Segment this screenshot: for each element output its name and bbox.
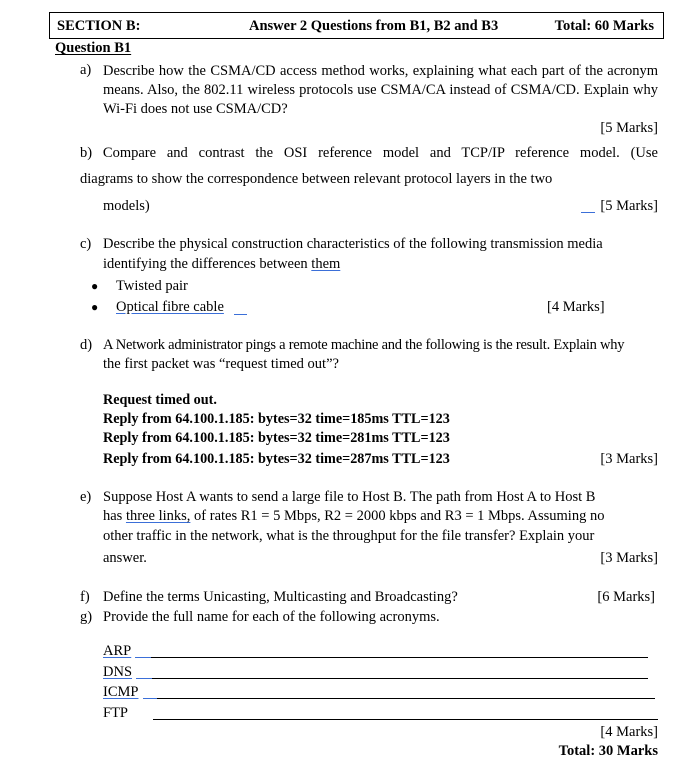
question-c-line2-link: them [311, 256, 341, 272]
ping-output-line-4: Reply from 64.100.1.185: bytes=32 time=287ms TTL=123 [103, 451, 450, 467]
question-c-label: c) [80, 236, 92, 252]
question-c-bullet-2-underline [234, 314, 247, 315]
question-g-label: g) [80, 609, 93, 625]
question-e-label: e) [80, 489, 92, 505]
question-b-marks-underline [581, 212, 595, 213]
ping-output-line-2: Reply from 64.100.1.185: bytes=32 time=185ms TTL=123 [103, 411, 450, 427]
section-total: Total: 60 Marks [554, 18, 654, 34]
question-d-label: d) [80, 337, 93, 353]
question-b-line1: b) Compare and contrast the OSI reference model and TCP/IP reference model. (Use [80, 145, 658, 161]
question-d-line2: the first packet was “request timed out”? [103, 356, 339, 372]
acronym-dns-blue-underline [136, 678, 152, 679]
question-b-line3: models) [103, 198, 150, 214]
question-c-bullet-2: Optical fibre cable [116, 299, 224, 315]
question-b-marks: [5 Marks] [600, 198, 658, 214]
acronym-arp-blue-underline [135, 657, 151, 658]
question-c-bullet-1: Twisted pair [116, 278, 188, 294]
question-f-label: f) [80, 589, 90, 605]
question-g-text: Provide the full name for each of the following acronyms. [103, 609, 440, 625]
acronym-icmp: ICMP [103, 684, 139, 700]
question-g-marks: [4 Marks] [600, 724, 658, 740]
section-header [49, 12, 664, 39]
question-c-line1: Describe the physical construction characteristics of the following transmission media [103, 236, 603, 252]
question-e-line4: answer. [103, 550, 147, 566]
question-f-text: Define the terms Unicasting, Multicasting and Broadcasting? [103, 589, 458, 605]
question-e-line2-a: has [103, 508, 126, 524]
question-e-line2-link: three links, [125, 508, 191, 524]
question-c-line2-text: identifying the differences between [103, 256, 312, 272]
question-e-line3: other traffic in the network, what is the throughput for the file transfer? Explain your [103, 528, 595, 544]
answer-line-arp[interactable] [151, 657, 648, 658]
ping-output-line-1: Request timed out. [103, 392, 217, 408]
acronym-icmp-blue-underline [143, 698, 157, 699]
bullet-dot: ● [91, 279, 99, 293]
question-title: Question B1 [55, 40, 132, 56]
question-f-marks: [6 Marks] [597, 589, 655, 605]
question-e-line2 [103, 508, 604, 525]
answer-line-icmp[interactable] [157, 698, 655, 699]
question-a-marks: [5 Marks] [600, 120, 658, 136]
question-a-label: a) [80, 62, 92, 78]
answer-line-dns[interactable] [152, 678, 648, 679]
acronym-arp: ARP [103, 643, 132, 659]
question-a-text: Describe how the CSMA/CD access method works, explaining what each part of the acronym means. Also, the 802.11 wireless protocols use CSMA/CA instead of CSMA/CD. Explain why Wi-Fi does not use CSMA/CD? [103, 63, 658, 117]
question-b-line2: diagrams to show the correspondence between relevant protocol layers in the two [80, 171, 553, 187]
ping-output-line-3: Reply from 64.100.1.185: bytes=32 time=281ms TTL=123 [103, 430, 450, 446]
question-e-marks: [3 Marks] [600, 550, 658, 566]
footer-total: Total: 30 Marks [558, 743, 658, 759]
question-e-line2-b: of rates R1 = 5 Mbps, R2 = 2000 kbps and R3 = 1 Mbps. Assuming no [190, 508, 605, 524]
question-c-line2 [103, 256, 340, 273]
section-instruction: Answer 2 Questions from B1, B2 and B3 [249, 18, 499, 34]
question-d-line1: A Network administrator pings a remote machine and the following is the result. Explain why [103, 337, 625, 353]
answer-line-ftp[interactable] [153, 719, 658, 720]
bullet-dot: ● [91, 300, 99, 314]
question-d-marks: [3 Marks] [600, 451, 658, 467]
question-e-line1: Suppose Host A wants to send a large file to Host B. The path from Host A to Host B [103, 489, 596, 505]
acronym-ftp: FTP [103, 705, 128, 721]
section-label: SECTION B: [57, 18, 141, 34]
acronym-dns: DNS [103, 664, 133, 680]
question-c-marks: [4 Marks] [547, 299, 605, 315]
